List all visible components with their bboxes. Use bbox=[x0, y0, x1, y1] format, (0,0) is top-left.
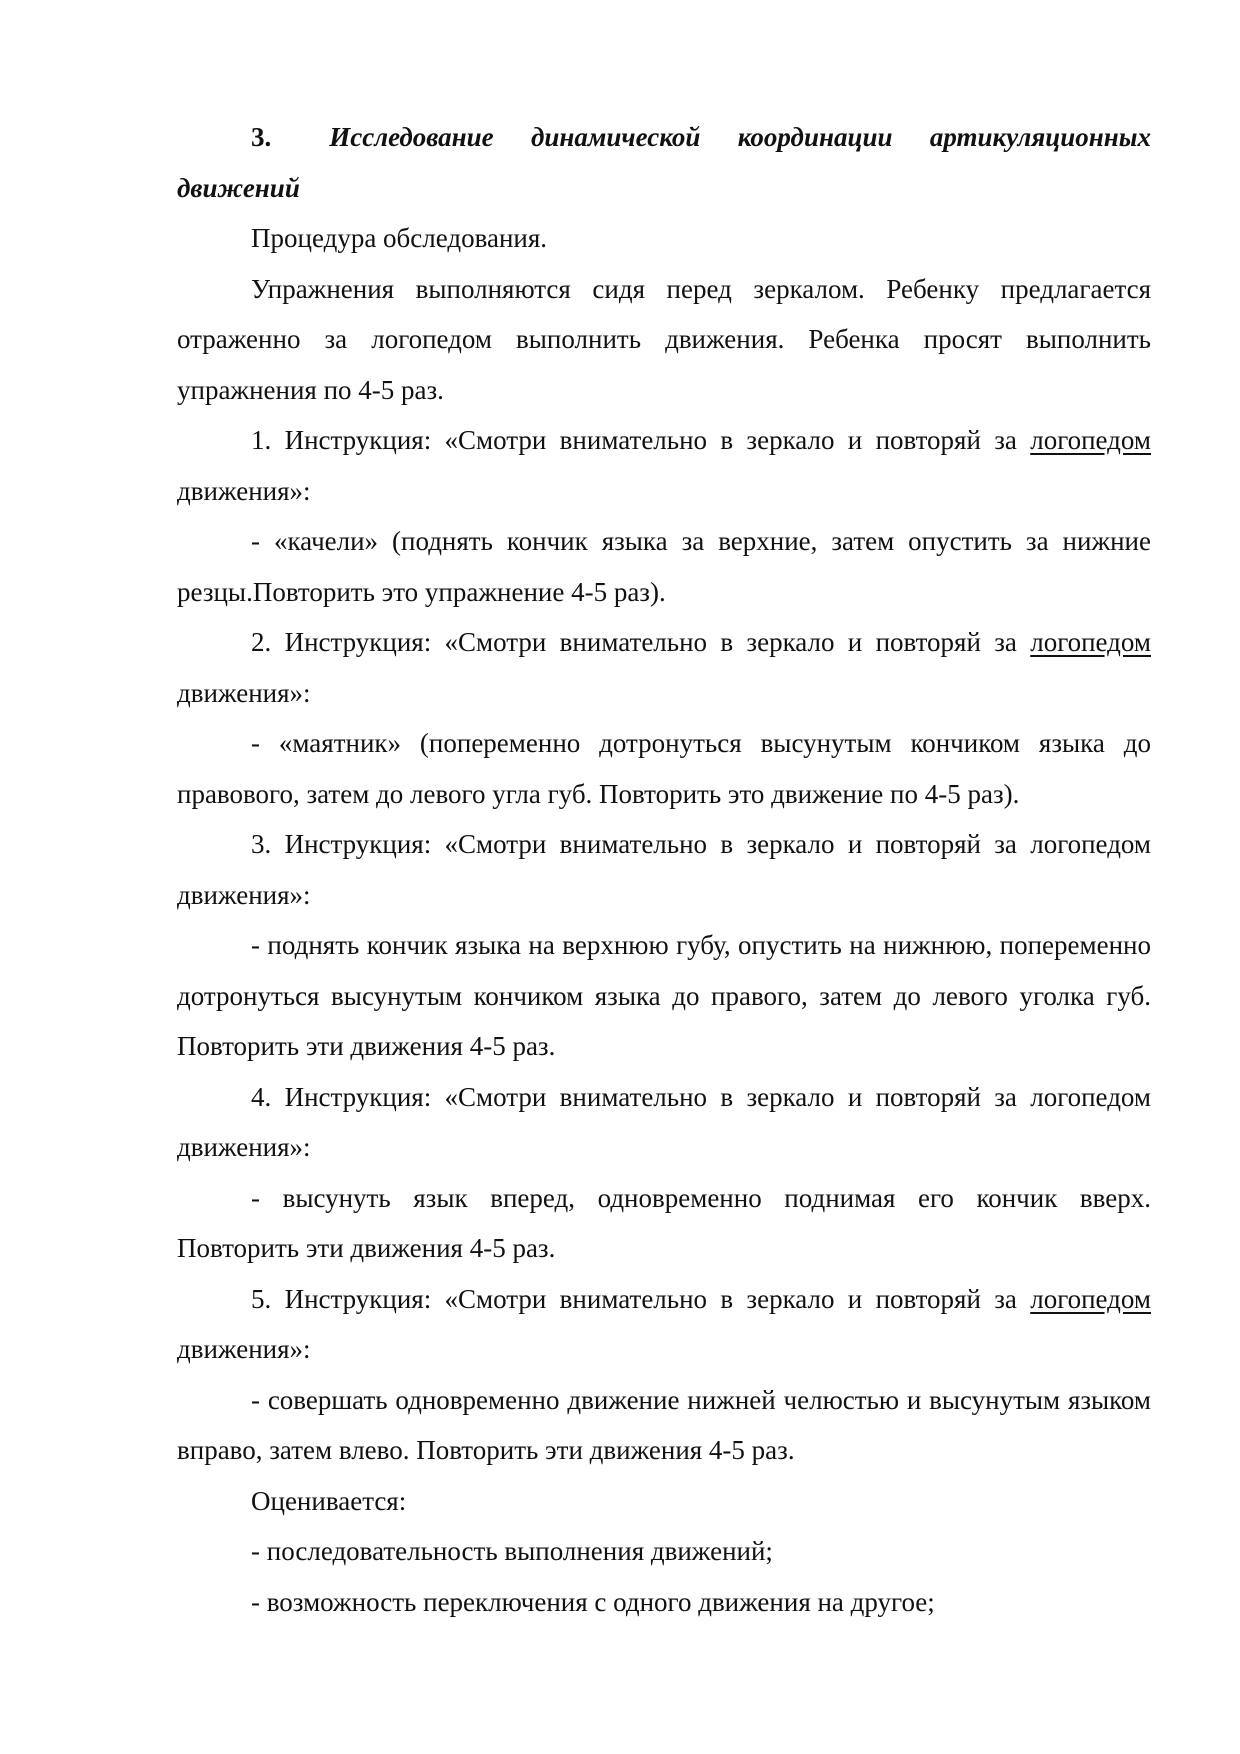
instruction-5 bbox=[177, 1274, 1151, 1375]
instruction-1 bbox=[177, 415, 1151, 516]
procedure-title: Процедура обследования. bbox=[251, 223, 548, 253]
evaluation-item-1: - последовательность выполнения движений; bbox=[251, 1536, 773, 1566]
instruction-text: 1. Инструкция: «Смотри внимательно в зеркало и повторяй за bbox=[251, 425, 1017, 455]
underlined-word: логопедом bbox=[1030, 627, 1151, 657]
evaluation-item-2: - возможность переключения с одного движения на другое; bbox=[251, 1586, 935, 1617]
instruction-3: 3. Инструкция: «Смотри внимательно в зеркало и повторяй за логопедом движения»: bbox=[177, 829, 1151, 910]
underlined-word: логопедом bbox=[1030, 425, 1151, 455]
section-title: Исследование динамической координации артикуляционных движений bbox=[177, 122, 1151, 203]
instruction-tail: движения»: bbox=[177, 677, 311, 708]
instruction-text: 5. Инструкция: «Смотри внимательно в зеркало и повторяй за bbox=[251, 1283, 1017, 1314]
intro-paragraph: Упражнения выполняются сидя перед зеркалом. Ребенку предлагается отраженно за логопедом выполнить движения. Ребенка просят выполнить упражнения по 4-5 раз. bbox=[177, 273, 1151, 405]
task-4: - высунуть язык вперед, одновременно поднимая его кончик вверх. Повторить эти движения 4-5 раз. bbox=[177, 1182, 1151, 1263]
page-content bbox=[177, 112, 1151, 1627]
section-number: 3. bbox=[251, 122, 272, 152]
instruction-2 bbox=[177, 617, 1151, 718]
instruction-tail: движения»: bbox=[177, 1334, 311, 1364]
underlined-word: логопедом bbox=[1030, 1283, 1151, 1314]
task-1: - «качели» (поднять кончик языка за верхние, затем опустить за нижние резцы.Повторить это упражнение 4-5 раз). bbox=[177, 526, 1151, 607]
instruction-text: 2. Инструкция: «Смотри внимательно в зеркало и повторяй за bbox=[251, 627, 1017, 657]
evaluation-title: Оценивается: bbox=[251, 1485, 407, 1516]
section-heading bbox=[177, 112, 1151, 213]
task-3: - поднять кончик языка на верхнюю губу, опустить на нижнюю, попеременно дотронуться высунутым кончиком языка до правого, затем до левого уголка губ. Повторить эти движения 4-5 раз. bbox=[177, 930, 1151, 1061]
task-5: - совершать одновременно движение нижней челюстью и высунутым языком вправо, затем влево. Повторить эти движения 4-5 раз. bbox=[177, 1384, 1151, 1465]
instruction-tail: движения»: bbox=[177, 475, 311, 506]
instruction-4: 4. Инструкция: «Смотри внимательно в зеркало и повторяй за логопедом движения»: bbox=[177, 1081, 1151, 1162]
task-2: - «маятник» (попеременно дотронуться высунутым кончиком языка до правового, затем до левого угла губ. Повторить это движение по 4-5 раз). bbox=[177, 728, 1151, 809]
